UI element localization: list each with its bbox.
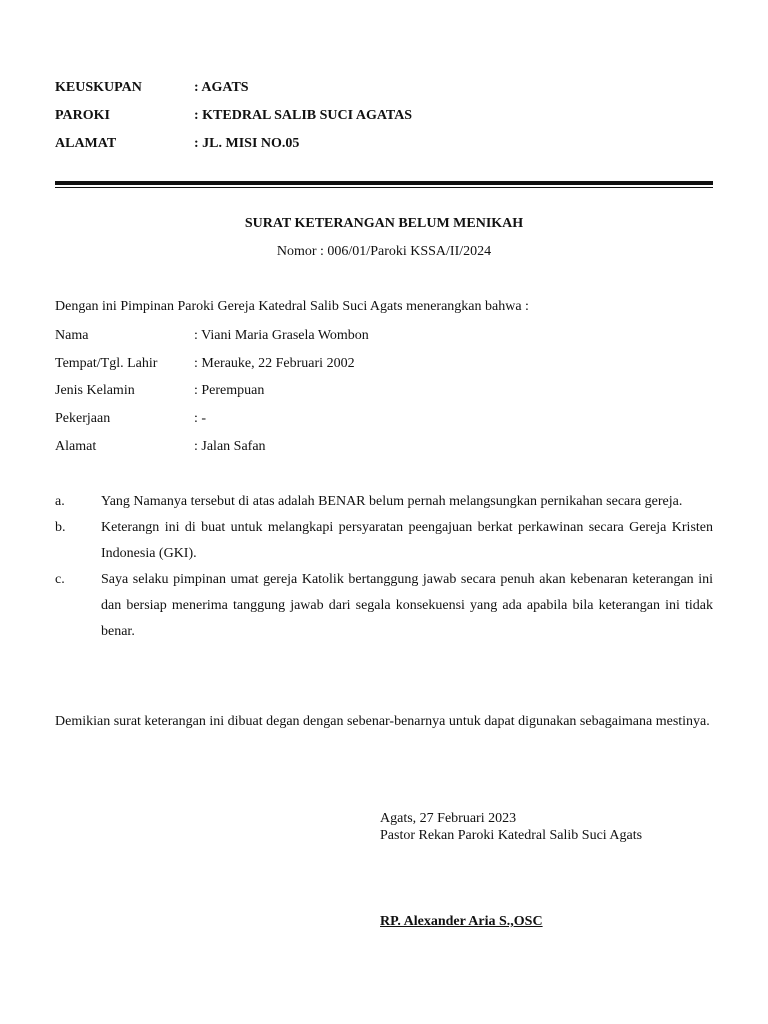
list-text: Yang Namanya tersebut di atas adalah BENAR belum pernah melangsungkan pernikahan secara gereja. (101, 494, 683, 509)
field-nama (55, 328, 369, 344)
field-label: Tempat/Tgl. Lahir (55, 356, 158, 371)
field-jenis-kelamin (55, 383, 264, 399)
field-tempat-tgl-lahir (55, 356, 355, 372)
list-marker: a. (55, 494, 65, 509)
field-label: Nama (55, 328, 89, 343)
list-marker: b. (55, 520, 66, 535)
field-value: : - (194, 411, 207, 426)
statement-list (55, 489, 713, 645)
field-label: Alamat (55, 439, 97, 454)
letter-title: SURAT KETERANGAN BELUM MENIKAH (244, 216, 524, 231)
header-divider-thin (55, 187, 713, 188)
field-label: Pekerjaan (55, 411, 111, 426)
header-row-keuskupan (55, 80, 249, 96)
header-divider-thick (55, 181, 713, 185)
header-row-paroki (55, 108, 412, 124)
header-value: : JL. MISI NO.05 (194, 136, 300, 151)
header-label: PAROKI (55, 108, 110, 123)
field-value: : Perempuan (194, 383, 265, 398)
field-pekerjaan (55, 411, 206, 427)
list-item (55, 567, 713, 645)
field-value: : Merauke, 22 Februari 2002 (194, 356, 355, 371)
field-value: : Viani Maria Grasela Wombon (194, 328, 369, 343)
letter-intro: Dengan ini Pimpinan Paroki Gereja Katedral Salib Suci Agats menerangkan bahwa : (55, 299, 529, 314)
sign-place-date: Agats, 27 Februari 2023 (380, 811, 517, 826)
field-alamat (55, 439, 266, 455)
list-text: Keterangn ini di buat untuk melangkapi persyaratan peengajuan berkat perkawinan secara Gereja Kristen Indonesia (GKI). (101, 520, 713, 561)
list-item (55, 515, 713, 567)
list-marker: c. (55, 572, 65, 587)
sign-position: Pastor Rekan Paroki Katedral Salib Suci Agats (380, 828, 643, 843)
header-label: ALAMAT (55, 136, 117, 151)
header-row-alamat (55, 136, 299, 152)
header-label: KEUSKUPAN (55, 80, 142, 95)
header-value: : AGATS (194, 80, 249, 95)
field-value: : Jalan Safan (194, 439, 266, 454)
header-value: : KTEDRAL SALIB SUCI AGATAS (194, 108, 413, 123)
closing-paragraph: Demikian surat keterangan ini dibuat degan dengan sebenar-benarnya untuk dapat digunakan sebagaimana mestinya. (55, 714, 710, 729)
field-label: Jenis Kelamin (55, 383, 135, 398)
list-item (55, 489, 713, 515)
signer-name: RP. Alexander Aria S.,OSC (380, 914, 543, 929)
list-text: Saya selaku pimpinan umat gereja Katolik bertanggung jawab secara penuh akan kebenaran keterangan ini dan bersiap menerima tanggung jawab dari segala konsekuensi yang ada apabila bila keterangan ini tidak benar. (101, 572, 713, 639)
letter-number: Nomor : 006/01/Paroki KSSA/II/2024 (276, 244, 492, 259)
